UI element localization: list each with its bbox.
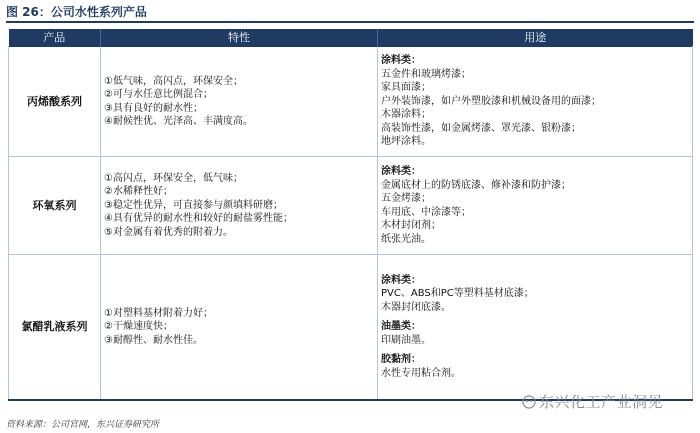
product-name: 丙烯酸系列 <box>9 47 101 157</box>
product-name: 氯醋乳液系列 <box>9 255 101 400</box>
use-item: 地坪涂料。 <box>381 136 431 148</box>
source-note: 资料来源：公司官网，东兴证券研究所 <box>6 420 160 430</box>
use-category: 油墨类： <box>381 321 421 332</box>
product-name: 环氧系列 <box>9 157 101 255</box>
features-cell <box>101 47 378 157</box>
column-header-product: 产品 <box>9 29 101 47</box>
watermark <box>522 391 663 412</box>
feature-line: ②水稀释性好； <box>104 186 173 198</box>
use-item: 木材封闭剂； <box>381 220 441 231</box>
table-row <box>9 157 693 255</box>
use-item: 家具面漆； <box>381 82 431 94</box>
feature-line: ③具有良好的耐水性； <box>104 102 203 114</box>
use-item: 木器封闭底漆。 <box>381 301 451 313</box>
figure-title: 图 26：公司水性系列产品 <box>6 5 147 19</box>
watermark-text: 东兴化工产业洞见 <box>539 393 664 411</box>
use-category: 涂料类： <box>381 166 421 177</box>
table-row <box>9 255 693 400</box>
column-header-features: 特性 <box>101 29 378 47</box>
use-category: 涂料类： <box>381 274 421 286</box>
use-category: 涂料类： <box>381 55 421 67</box>
feature-line: ④耐候性优、光泽高、丰满度高。 <box>104 116 253 127</box>
table-header-row <box>9 29 693 47</box>
feature-line: ①低气味，高闪点，环保安全； <box>104 75 243 87</box>
feature-line: ②可与水任意比例混合； <box>104 89 213 100</box>
use-item: 印刷油墨。 <box>381 334 431 346</box>
uses-cell <box>378 47 693 157</box>
feature-line: ④具有优异的耐水性和较好的耐盐雾性能； <box>104 213 293 225</box>
use-item: 高装饰性漆，如金属烤漆、罩光漆、银粉漆； <box>381 122 581 134</box>
table-row <box>9 47 693 157</box>
use-category: 胶黏剂： <box>381 354 421 365</box>
feature-line: ②干燥速度快； <box>104 321 173 332</box>
feature-line: ①对塑料基材附着力好； <box>104 307 213 319</box>
feature-line: ⑤对金属有着优秀的附着力。 <box>104 226 233 238</box>
use-item: 水性专用粘合剂。 <box>381 367 461 379</box>
wechat-icon <box>522 395 536 409</box>
features-cell <box>101 157 378 255</box>
use-item: 木器涂料； <box>381 109 431 121</box>
use-item: 五金烤漆； <box>381 193 431 204</box>
uses-cell <box>378 157 693 255</box>
feature-line: ③稳定性优异，可直接参与颜填料研磨； <box>104 199 283 211</box>
use-item: PVC、ABS和PC等塑料基材底漆； <box>381 288 534 299</box>
product-table <box>8 29 693 401</box>
features-cell <box>101 255 378 400</box>
feature-line: ①高闪点，环保安全，低气味； <box>104 172 243 184</box>
use-item: 五金件和玻璃烤漆； <box>381 68 471 80</box>
column-header-uses: 用途 <box>378 29 693 47</box>
feature-line: ③耐醇性、耐水性佳。 <box>104 334 203 346</box>
title-divider <box>6 21 694 23</box>
uses-cell <box>378 255 693 400</box>
use-item: 车用底、中涂漆等； <box>381 206 471 218</box>
use-item: 户外装饰漆，如户外塑胶漆和机械设备用的面漆； <box>381 95 601 107</box>
use-item: 纸张光油。 <box>381 233 431 245</box>
use-item: 金属底材上的防锈底漆、修补漆和防护漆； <box>381 179 571 191</box>
